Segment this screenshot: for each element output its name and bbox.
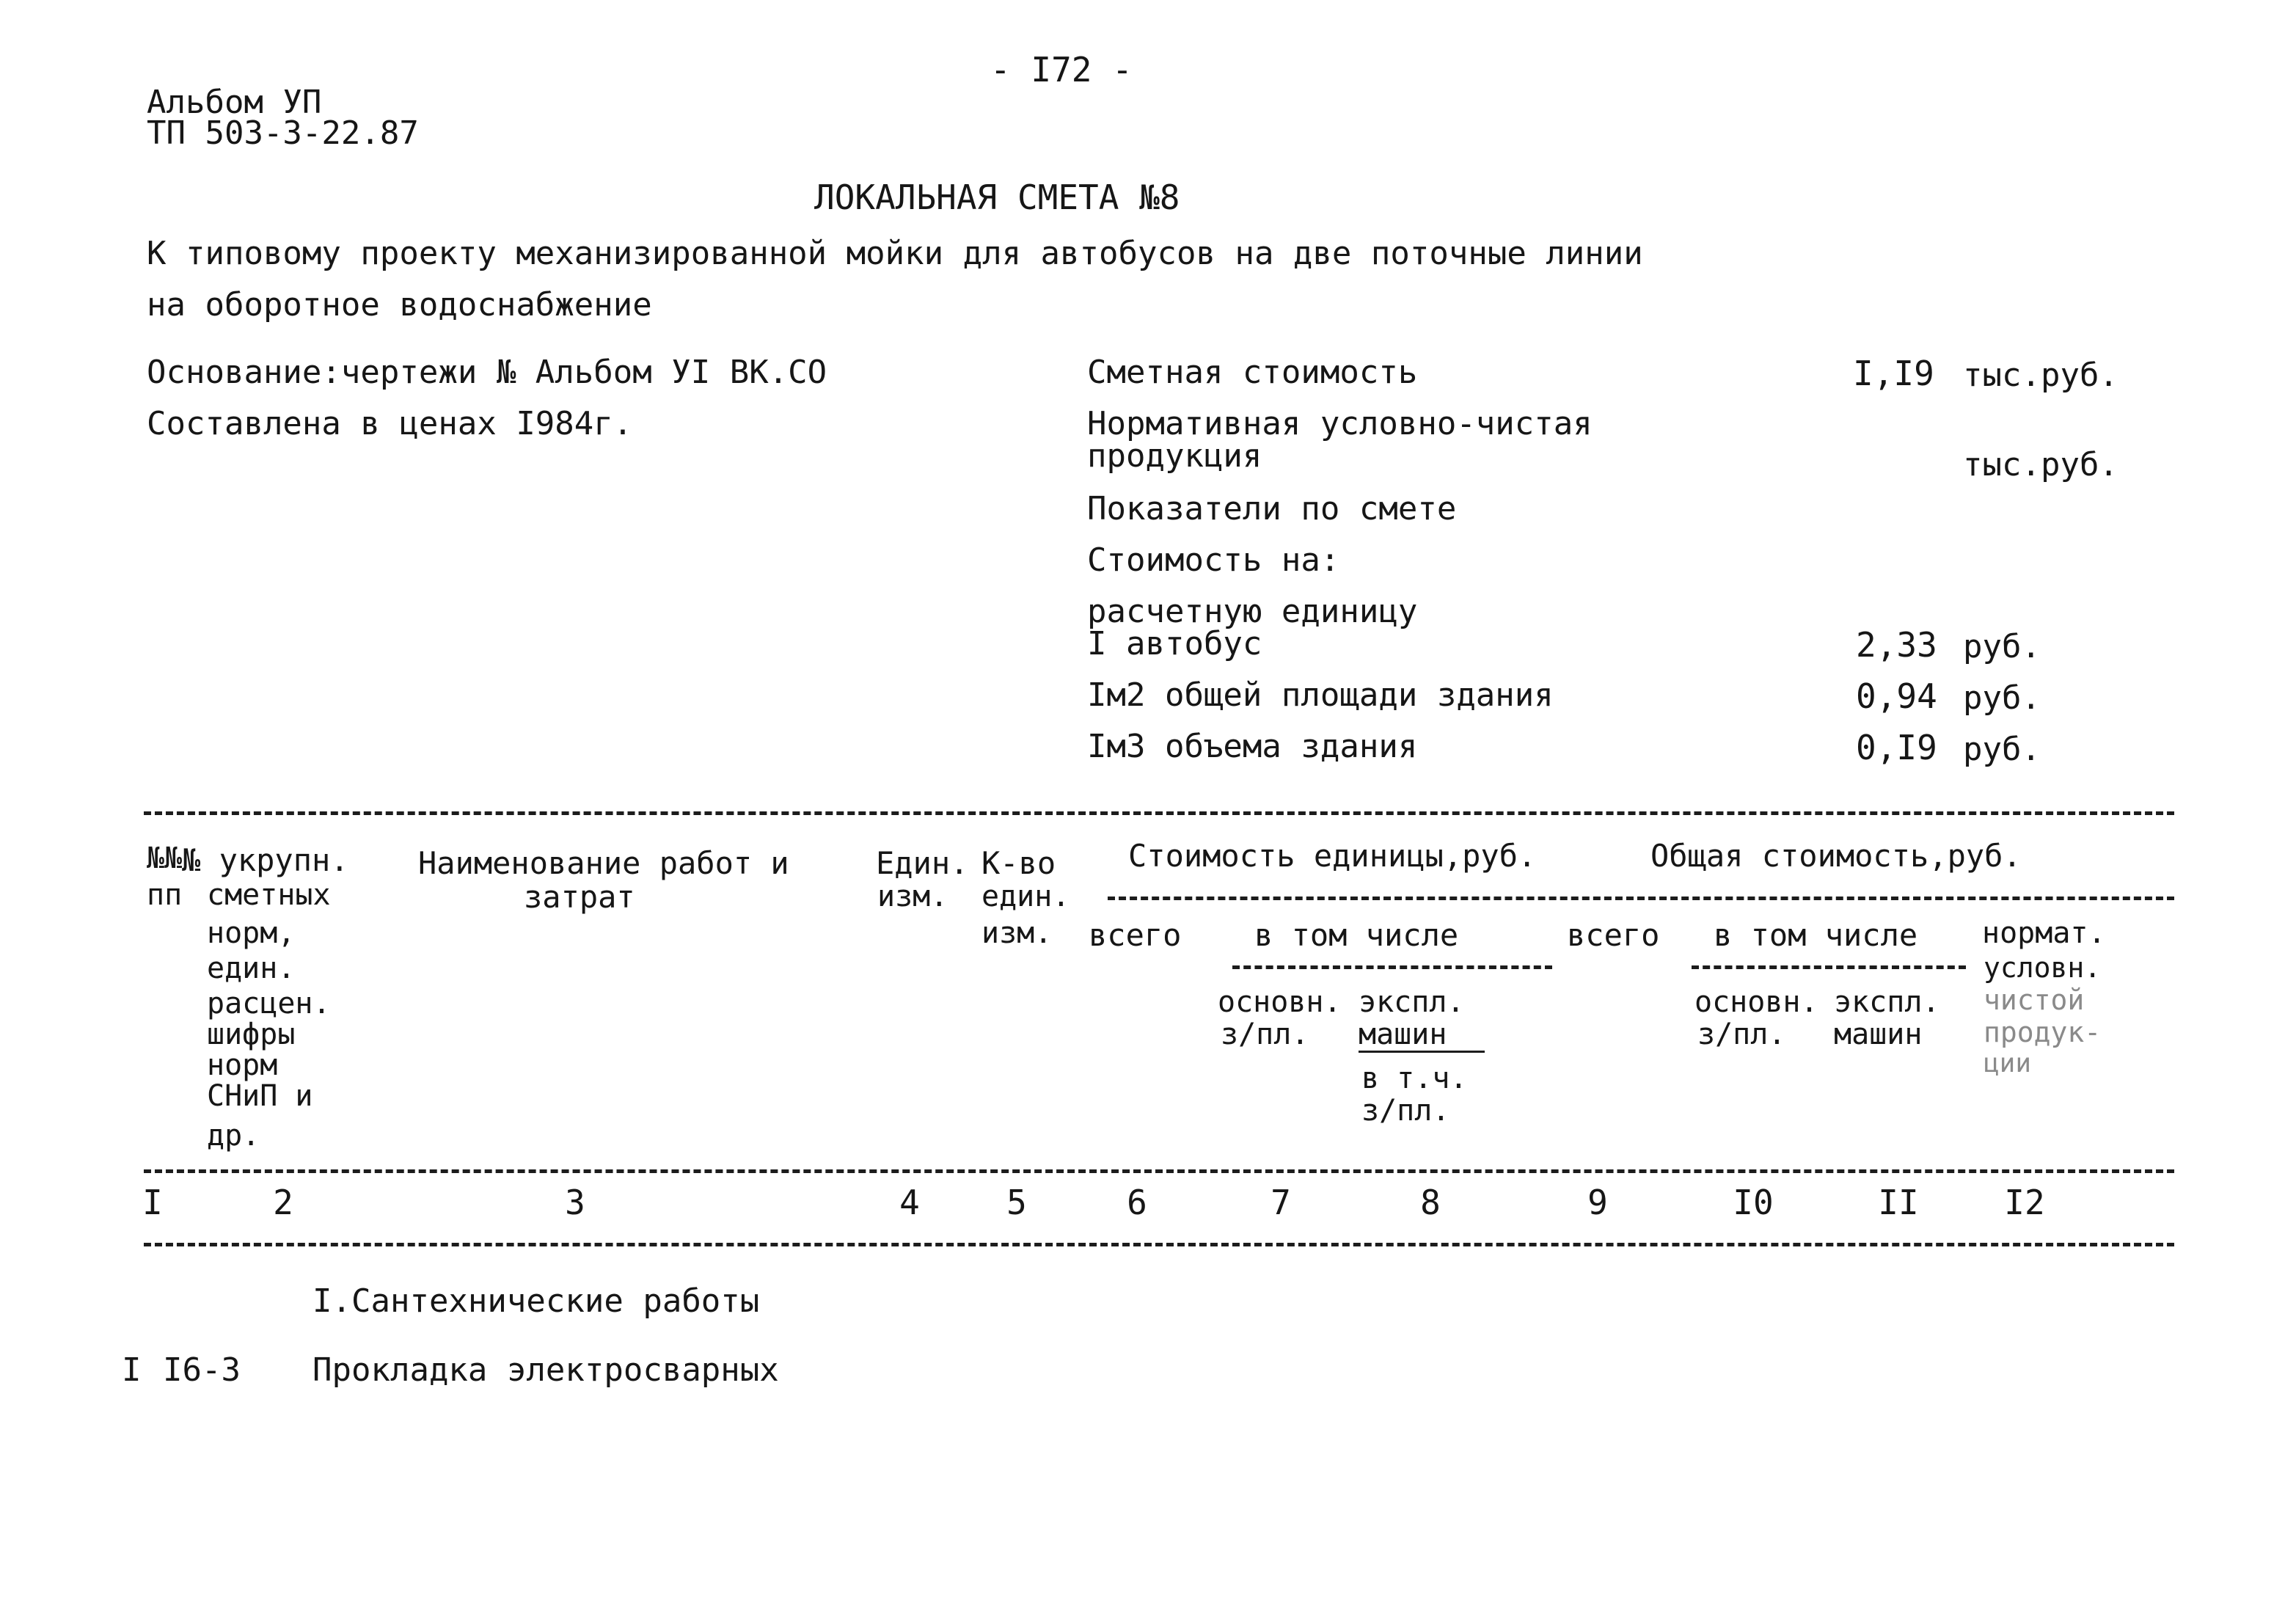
column-number: 4	[899, 1183, 920, 1222]
column-number: I	[142, 1183, 163, 1222]
project-code: ТП 503-3-22.87	[147, 114, 419, 152]
estimated-cost-label: Сметная стоимость	[1087, 354, 1418, 391]
column-number: 3	[565, 1183, 585, 1222]
normative-unit: тыс.руб.	[1963, 446, 2118, 483]
col-2-header: норм,	[207, 916, 296, 950]
col-8-header: экспл.	[1359, 985, 1465, 1019]
basis-line: Основание:чертежи № Альбом УI ВК.СО	[147, 354, 827, 391]
col-4-header: Един.	[876, 845, 969, 881]
indicator-row-unit: руб.	[1963, 679, 2041, 717]
cost-on-label: Стоимость на:	[1087, 541, 1340, 579]
subtitle-line-1: К типовому проекту механизированной мойки для автобусов на две поточные линии	[147, 235, 1643, 272]
col-1-header: пп	[147, 878, 183, 912]
col-12-header: условн.	[1984, 952, 2102, 984]
col-8-underline	[1359, 1051, 1485, 1053]
table-top-rule	[144, 811, 2174, 815]
col-10-header: основн.	[1694, 985, 1818, 1019]
row-code: I6-3	[163, 1351, 241, 1389]
col-3-header: затрат	[524, 879, 635, 915]
header-bottom-rule	[144, 1169, 2174, 1173]
col-11-header: машин	[1834, 1018, 1923, 1051]
col-8-header: з/пл.	[1361, 1094, 1450, 1128]
col-7-header: з/пл.	[1221, 1018, 1309, 1051]
indicators-label: Показатели по смете	[1087, 490, 1457, 527]
row-description: Прокладка электросварных	[312, 1351, 779, 1389]
indicator-row-value: 2,33	[1856, 625, 1937, 665]
total-cost-group-header: Общая стоимость,руб.	[1650, 838, 2022, 874]
col-5-header: изм.	[981, 916, 1053, 950]
total-cost-subrule	[1692, 965, 1966, 969]
col-1-header: №№	[147, 841, 183, 875]
prices-line: Составлена в ценах I984г.	[147, 405, 633, 442]
unit-cost-subrule	[1232, 965, 1552, 969]
indicator-row-label: Iм3 объема здания	[1087, 728, 1418, 765]
col-3-header: Наименование работ и	[418, 845, 789, 881]
col-12-header: чистой	[1984, 984, 2085, 1016]
album-label: Альбом УП	[147, 84, 322, 121]
column-number: 7	[1271, 1183, 1291, 1222]
column-number: II	[1878, 1183, 1919, 1222]
col-2-header: СНиП и	[207, 1079, 313, 1113]
numbers-bottom-rule	[144, 1243, 2174, 1246]
col-11-header: экспл.	[1834, 985, 1940, 1019]
col-2-header: № укрупн.	[182, 842, 349, 878]
estimated-cost-value: I,I9	[1853, 354, 1934, 393]
col-2-header: норм	[207, 1048, 278, 1082]
indicator-row-label: Iм2 общей площади здания	[1087, 676, 1554, 714]
column-number: I0	[1733, 1183, 1774, 1222]
col-2-header: един.	[207, 952, 296, 985]
col-5-header: един.	[981, 880, 1070, 913]
indicator-row-label: I автобус	[1087, 625, 1262, 662]
column-number: 8	[1420, 1183, 1441, 1222]
total-cost-breakdown-header: в том числе	[1714, 917, 1918, 953]
col-2-header: др.	[207, 1119, 260, 1153]
column-number: I2	[2004, 1183, 2045, 1222]
col-2-header: сметных	[207, 878, 331, 912]
row-number: I	[122, 1351, 142, 1389]
column-number: 2	[273, 1183, 293, 1222]
calc-unit-label: расчетную единицу	[1087, 593, 1418, 630]
col-4-header: изм.	[877, 880, 948, 913]
indicator-row-unit: руб.	[1963, 731, 2041, 768]
col-9-header: всего	[1567, 917, 1660, 953]
col-2-header: расцен.	[207, 987, 331, 1020]
col-12-header: нормат.	[1982, 916, 2106, 950]
col-6-header: всего	[1089, 917, 1182, 953]
col-7-header: основн.	[1218, 985, 1342, 1019]
normative-label-2: продукция	[1087, 437, 1262, 475]
indicator-row-value: 0,I9	[1856, 728, 1937, 767]
column-number: 9	[1587, 1183, 1608, 1222]
col-12-header: ции	[1984, 1048, 2032, 1078]
col-8-header: машин	[1359, 1018, 1447, 1051]
col-5-header: К-во	[981, 845, 1056, 881]
subtitle-line-2: на оборотное водоснабжение	[147, 286, 652, 324]
col-10-header: з/пл.	[1697, 1018, 1786, 1051]
col-8-header: в т.ч.	[1361, 1062, 1468, 1095]
col-2-header: шифры	[207, 1018, 296, 1051]
unit-cost-group-header: Стоимость единицы,руб.	[1128, 838, 1537, 874]
column-number: 6	[1127, 1183, 1147, 1222]
unit-cost-breakdown-header: в том числе	[1254, 917, 1459, 953]
col-12-header: продук-	[1984, 1016, 2102, 1048]
section-title: I.Сантехнические работы	[312, 1282, 760, 1320]
estimated-cost-unit: тыс.руб.	[1963, 357, 2118, 394]
indicator-row-value: 0,94	[1856, 676, 1937, 716]
normative-label-1: Нормативная условно-чистая	[1087, 405, 1593, 442]
indicator-row-unit: руб.	[1963, 628, 2041, 665]
group-header-rule	[1108, 897, 2174, 900]
column-number: 5	[1006, 1183, 1027, 1222]
page-number: - I72 -	[990, 50, 1133, 90]
document-title: ЛОКАЛЬНАЯ СМЕТА №8	[814, 178, 1180, 217]
